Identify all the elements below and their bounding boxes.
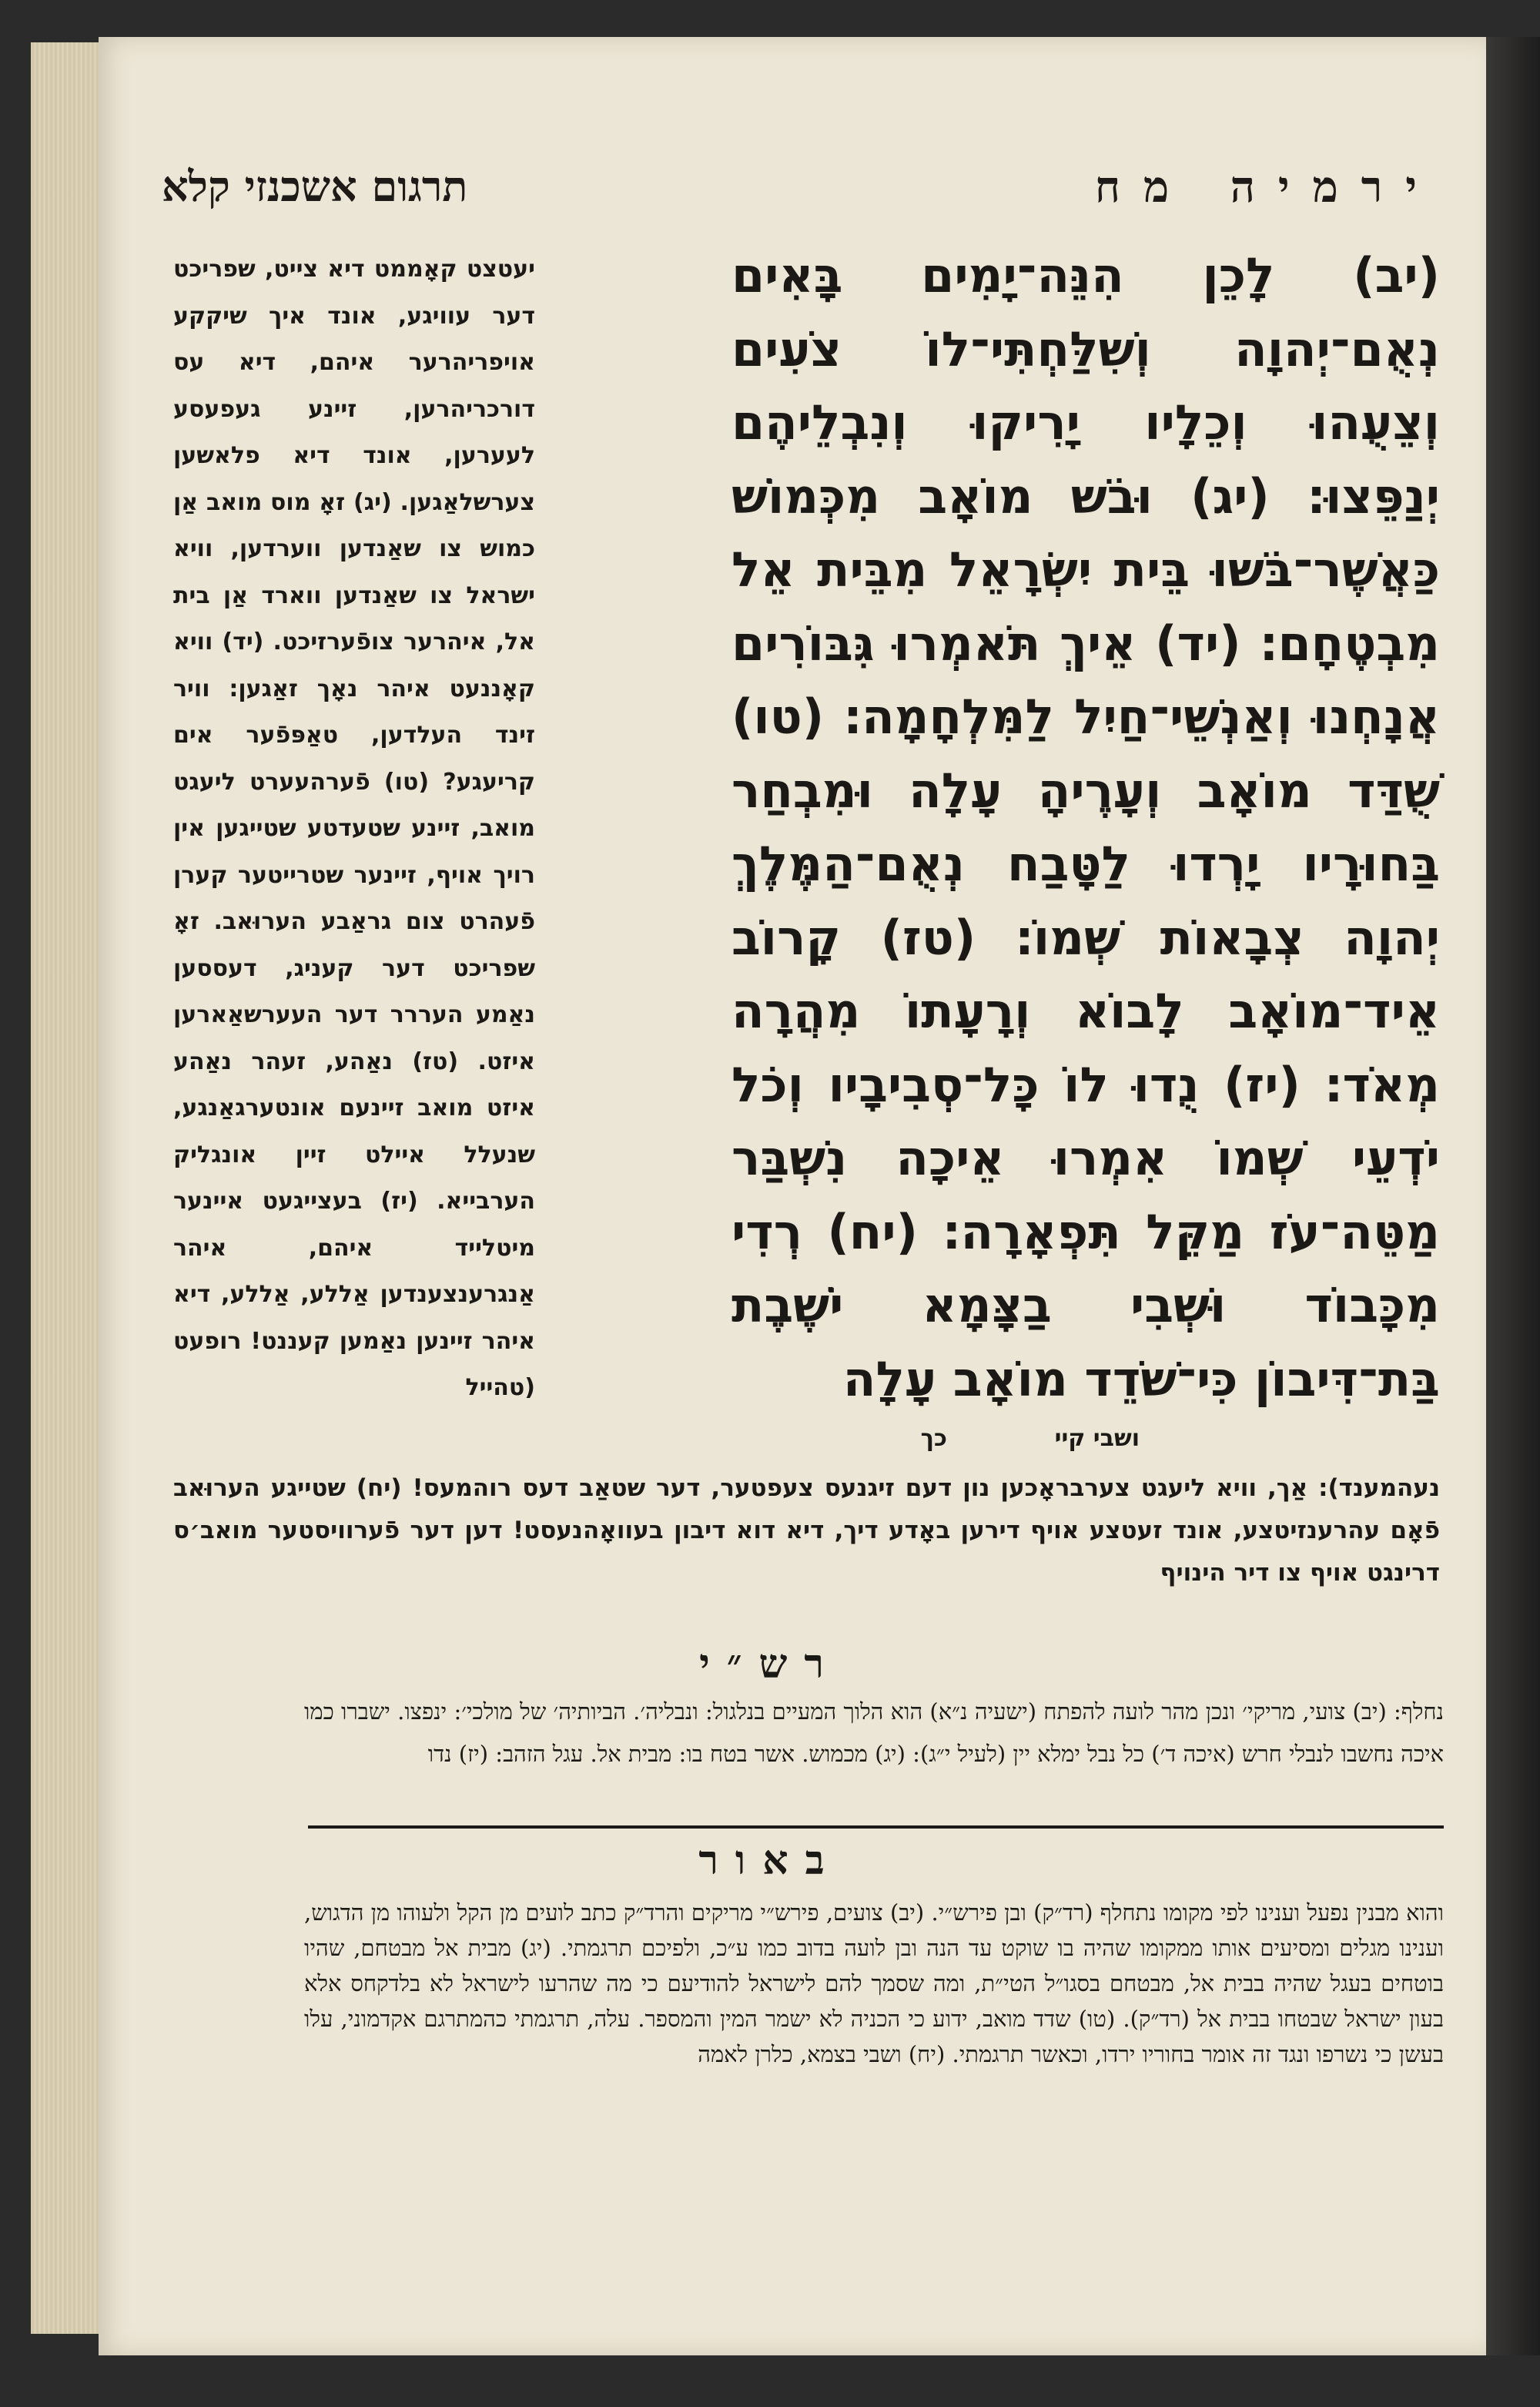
binding-edge bbox=[1486, 37, 1540, 2355]
rashi-paragraph: נחלף: (יב) צועי, מריקי׳ ונכן מהר לועה להפתח (ישעיה נ״א) הוא הלוך המעיים בנלגול: ונבליה׳. הביותיה׳ של מולכי׳: ינפצו. ישברו כמו איכה נחשבו לנבלי חרש (איכה ד׳) כל נבל ימלא יין (לעיל י״ג): (יג) מכמוש. אשר בטח בו: מבית אל. עגל הזהב: (יז) נדו bbox=[304, 1698, 1444, 1767]
translation-column: יעטצט קאָממט דיא צייט, שפריכט דער עוויגע, אונד איך שיקקע אויפריהרער איהם, דיא עס דורכריהרען, זיינע געפעסע לעערען, אונד דיא פלאשען צערשלאַגען. (יג) זאָ מוס מואב אַן כמוש צו שאַנדען ווערדען, וויא ישראל צו שאַנדען ווארד אַן בית אל, איהרער צופֿערזיכט. (יד) וויא קאָננעט איהר נאָך זאַגען: וויר זינד העלדען, טאַפּפֿער אים קריעגע? (טו) פֿערהעערט ליעגט מואב, זיינע שטעדטע שטייגען אין רויך אויף, זיינער שטרייטער קערן פֿעהרט צום גראַבע הערוּאב. זאָ שפריכט דער קעניג, דעססען נאַמע העררר דער העערשאַארען איזט. (טז) נאַהע, זעהר נאַהע איזט מואב זיינעם אונטערגאַנגע, שנעלל איילט זיין אונגליק הערבייא. (יז) בעצייגעט איינער מיטלייד איהם, איהר אַנגרענצענדען אַללע, אַללע, דיא איהר זיינען נאַמען קעננט! רופעט (טהייל bbox=[173, 256, 535, 1401]
beur-heading: באור bbox=[698, 1837, 842, 1884]
beur-commentary bbox=[304, 1895, 1444, 2072]
page-header bbox=[0, 162, 1540, 231]
continuation-paragraph: נעהמענד): אַך, וויא ליעגט צערבראָכען נון דעם זיגנעס צעפטער, דער שטאַב דעס רוהמעס! (יח) שטייגע הערוּאב פֿאָם עהרענזיטצע, אונד זעטצע אויף דירען באָדע דיך, דיא דוא דיבון בעוואָהנעסט! דען דער פֿערוויסטער מואב׳ס דרינגט אויף צו דיר הינויף bbox=[173, 1474, 1440, 1587]
rashi-heading: רש״י bbox=[699, 1641, 841, 1688]
translation-continuation bbox=[173, 1467, 1440, 1594]
hebrew-main-text: (יב) לָכֵן הִנֵּה־יָמִים בָּאִים נְאֻם־יְהוָה וְשִׁלַּחְתִּי־לוֹ צֹעִים וְצֵעֻהוּ וְכֵלָיו יָרִיקוּ וְנִבְלֵיהֶם יְנַפֵּצוּ׃ (יג) וּבֹשׁ מוֹאָב מִכְּמוֹשׁ כַּאֲשֶׁר־בֹּשׁוּ בֵּית יִשְׂרָאֵל מִבֵּית אֵל מִבְטֶחָם׃ (יד) אֵיךְ תֹּאמְרוּ גִּבּוֹרִים אֲנָחְנוּ וְאַנְשֵׁי־חַיִל לַמִּלְחָמָה׃ (טו) שֻׁדַּד מוֹאָב וְעָרֶיהָ עָלָה וּמִבְחַר בַּחוּרָיו יָרְדוּ לַטָּבַח נְאֻם־הַמֶּלֶךְ יְהוָה צְבָאוֹת שְׁמוֹ׃ (טז) קָרוֹב אֵיד־מוֹאָב לָבוֹא וְרָעָתוֹ מִהֲרָה מְאֹד׃ (יז) נֻדוּ לוֹ כָּל־סְבִיבָיו וְכֹל יֹדְעֵי שְׁמוֹ אִמְרוּ אֵיכָה נִשְׁבַּר מַטֵּה־עֹז מַקֵּל תִּפְאָרָה׃ (יח) רְדִי מִכָּבוֹד וּשְׁבִי בַצָּמָא יֹשֶׁבֶת בַּת־דִּיבוֹן כִּי־שֹׁדֵד מוֹאָב עָלָה bbox=[732, 247, 1440, 1407]
beur-paragraph: והוא מבנין נפעל וענינו לפי מקומו נתחלף (רד״ק) ובן פירש״י. (יב) צועים, פירש״י מריקים והרד״ק כתב לועים מן הקל ולעוהו מן הדגוש, וענינו מגלים ומסיעים אותו ממקומו שהיה בו שוקט עד הנה ובן לועה בדוב כמו ע״כ, ולפיכם תרגמתי. (יג) מבית אל מבטחם, שהיו בוטחים בעגל שהיה בבית אל, מבטחם בסגו״ל הטי״ת, ומה שסמך להם לישראל להודיעם כי מה שהרעו לישראל לא בלדקחס אלא בעון ישראל שבטחו בבית אל (רד״ק). (טו) שדד מואב, ידוע כי הכניה לא ישמר המין והמספר. עלה, תרגמתי כהמתרגם אקדמוני, עלו בעשן כי נשרפו ונגד זה אומר בחוריו ירדו, וכאשר תרגמתי. (יח) ושבי בצמא, כלרן לאמה bbox=[304, 1899, 1444, 2067]
running-head-book: ירמיה מח bbox=[1094, 162, 1440, 213]
catchword-left: כך bbox=[920, 1425, 947, 1452]
catchword-right: ושבי קיי bbox=[1054, 1425, 1140, 1452]
section-divider bbox=[308, 1825, 1444, 1829]
rashi-commentary bbox=[304, 1691, 1444, 1775]
running-head-translation: תרגום אשכנזי קלא bbox=[162, 162, 468, 211]
